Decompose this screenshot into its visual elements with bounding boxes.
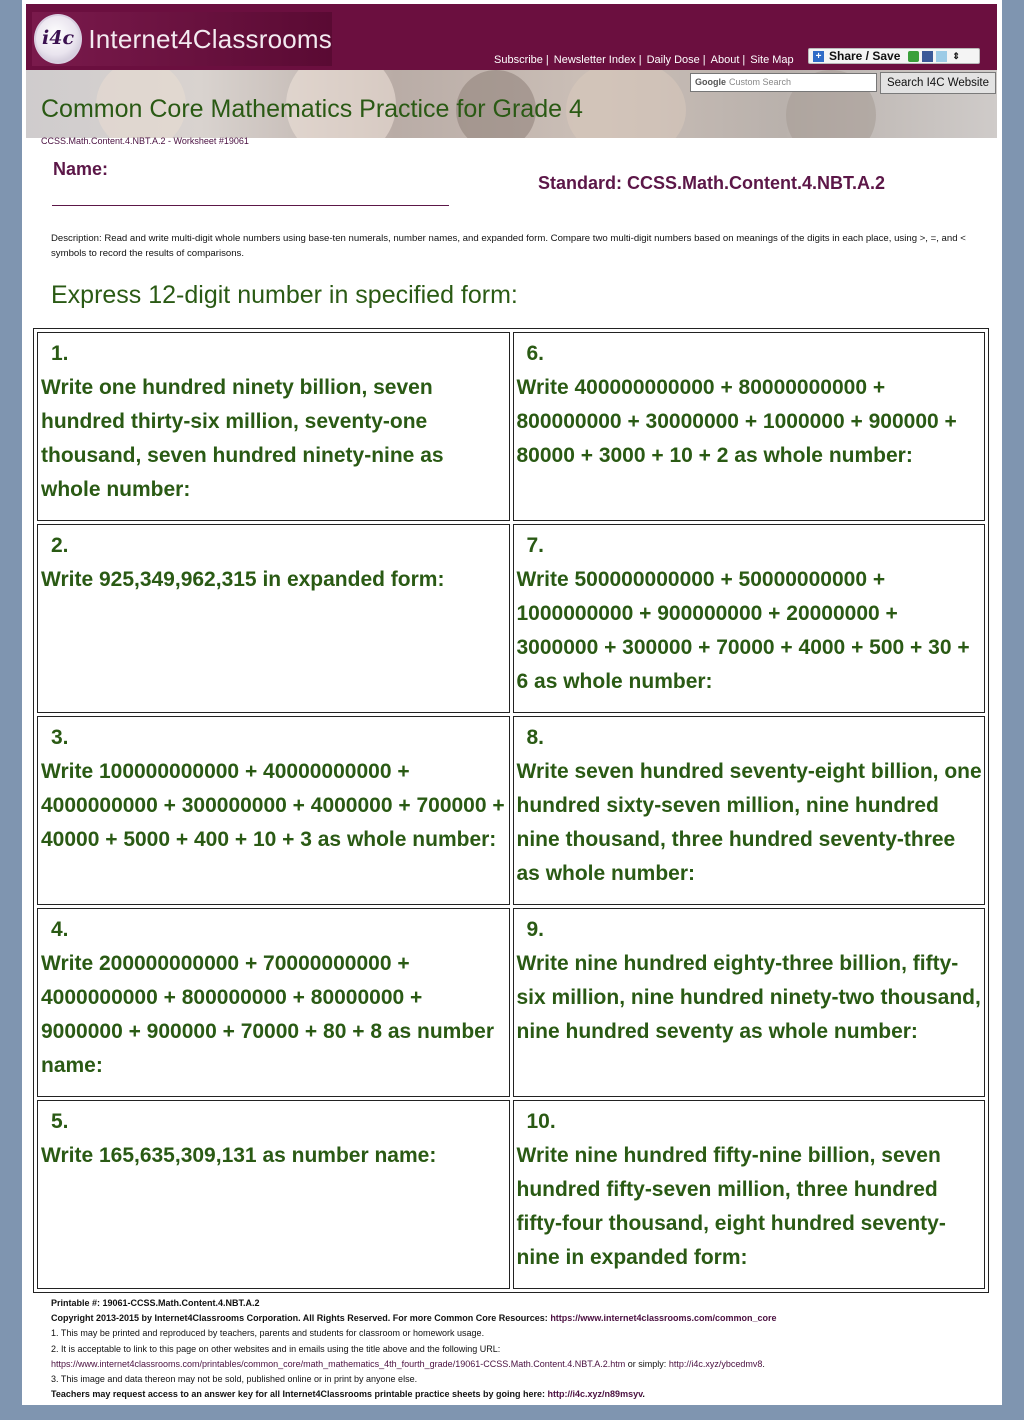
- site-header: [26, 4, 997, 70]
- printable-number: Printable #: 19061-CCSS.Math.Content.4.NBT.A.2: [51, 1298, 260, 1308]
- site-logo[interactable]: [32, 12, 332, 66]
- worksheet-url-link[interactable]: https://www.internet4classrooms.com/printables/common_core/math_mathematics_4th_fourth_grade/19061-CCSS.Math.Content.4.NBT.A.2.htm: [51, 1358, 626, 1369]
- plus-icon: +: [813, 51, 824, 62]
- problem-number: 6.: [526, 342, 545, 365]
- nav-subscribe-link[interactable]: Subscribe: [494, 54, 543, 66]
- problem-number: 1.: [51, 342, 69, 365]
- problem-number: 8.: [526, 726, 545, 749]
- problem-cell: [37, 332, 510, 521]
- problem-cell: [37, 524, 510, 713]
- chevron-updown-icon: ⇕: [952, 50, 960, 61]
- nav-separator: |: [702, 54, 706, 66]
- problem-text: Write nine hundred eighty-three billion, fifty-six million, nine hundred ninety-two thousand, nine hundred seventy as whole number:: [516, 952, 981, 1043]
- problem-text: Write 100000000000 + 40000000000 + 4000000000 + 300000000 + 4000000 + 700000 + 40000 + 5000 + 400 + 10 + 3 as whole number:: [41, 760, 505, 851]
- page-title: Common Core Mathematics Practice for Grade 4: [41, 95, 583, 123]
- problem-text: Write nine hundred fifty-nine billion, seven hundred fifty-seven million, three hundred fifty-four thousand, eight hundred seventy-nine in expanded form:: [516, 1144, 946, 1269]
- problem-cell: [513, 524, 986, 713]
- worksheet-reference: CCSS.Math.Content.4.NBT.A.2 - Worksheet #19061: [41, 136, 249, 146]
- problem-cell: [513, 332, 986, 521]
- short-url-link[interactable]: http://i4c.xyz/ybcedmv8: [668, 1358, 763, 1369]
- copyright-line: [51, 1311, 991, 1326]
- problem-number: 2.: [51, 534, 69, 557]
- problem-number: 3.: [51, 726, 69, 749]
- worksheet-instructions: Express 12-digit number in specified form:: [51, 281, 518, 309]
- problem-text: Write 500000000000 + 50000000000 + 1000000000 + 900000000 + 20000000 + 3000000 + 300000 + 70000 + 4000 + 500 + 30 + 6 as whole number:: [516, 568, 970, 693]
- problem-text: Write one hundred ninety billion, seven hundred thirty-six million, seventy-one thousand, seven hundred ninety-nine as whole number:: [41, 376, 444, 501]
- problem-number: 7.: [526, 534, 545, 557]
- usage-note-2-urls: https://www.internet4classrooms.com/printables/common_core/math_mathematics_4th_fourth_grade/19061-CCSS.Math.Content.4.NBT.A.2.htm or simply: http://i4c.xyz/ybcedmv8.: [51, 1358, 765, 1369]
- facebook-icon: [922, 51, 933, 62]
- problem-number: 4.: [51, 918, 69, 941]
- problem-text: Write 925,349,962,315 in expanded form:: [41, 568, 445, 591]
- page-footer: [51, 1296, 991, 1402]
- search-button[interactable]: Search I4C Website: [880, 72, 996, 94]
- nav-separator: |: [545, 54, 549, 66]
- problem-cell: [37, 908, 510, 1097]
- top-navigation: [494, 54, 794, 66]
- problem-number: 5.: [51, 1110, 69, 1133]
- problem-cell: [513, 908, 986, 1097]
- problem-text: Write seven hundred seventy-eight billion, one hundred sixty-seven million, nine hundred nine thousand, three hundred seventy-three as whole number:: [516, 760, 982, 885]
- problems-grid: [33, 328, 989, 1293]
- share-save-label: Share / Save: [829, 49, 901, 63]
- nav-separator: |: [742, 54, 746, 66]
- logo-badge-text: i4c: [42, 27, 75, 49]
- name-line: [52, 205, 449, 206]
- problem-text: Write 200000000000 + 70000000000 + 4000000000 + 800000000 + 80000000 + 9000000 + 900000 + 70000 + 80 + 8 as number name:: [41, 952, 495, 1077]
- logo-text: Internet4Classrooms: [88, 23, 332, 54]
- standard-label: Standard: CCSS.Math.Content.4.NBT.A.2: [538, 173, 886, 193]
- answer-key-text: Teachers may request access to an answer key for all Internet4Classrooms printable practice sheets by going here:: [51, 1389, 546, 1400]
- name-label: Name:: [53, 159, 109, 179]
- nav-about-link[interactable]: About: [710, 54, 740, 66]
- problem-cell: [37, 1100, 510, 1289]
- answer-key-line: Teachers may request access to an answer key for all Internet4Classrooms printable practice sheets by going here: http://i4c.xyz/n89msyv.: [51, 1389, 645, 1400]
- problem-text: Write 400000000000 + 80000000000 + 800000000 + 30000000 + 1000000 + 900000 + 80000 + 3000 + 10 + 2 as whole number:: [516, 376, 957, 467]
- problem-number: 9.: [526, 918, 545, 941]
- page-container: [22, 0, 1002, 1405]
- answer-key-link[interactable]: http://i4c.xyz/n89msyv: [547, 1389, 643, 1400]
- search-placeholder: Custom Search: [729, 77, 792, 87]
- problem-number: 10.: [526, 1110, 556, 1133]
- logo-badge-icon: [34, 14, 82, 64]
- copyright-text: Copyright 2013-2015 by Internet4Classrooms Corporation. All Rights Reserved. For more Common Core Resources:: [51, 1313, 548, 1324]
- twitter-icon: [936, 51, 947, 62]
- problem-cell: [513, 1100, 986, 1289]
- problem-cell: [37, 716, 510, 905]
- nav-daily-dose-link[interactable]: Daily Dose: [646, 54, 700, 66]
- problem-cell: [513, 716, 986, 905]
- usage-note-3: 3. This image and data thereon may not be sold, published online or in print by anyone else.: [51, 1374, 418, 1385]
- search-input[interactable]: [690, 73, 877, 92]
- usage-note-2: 2. It is acceptable to link to this page on other websites and in emails using the title above and the following URL:: [51, 1343, 501, 1354]
- share-save-button[interactable]: [808, 48, 980, 64]
- nav-site-map-link[interactable]: Site Map: [750, 54, 794, 66]
- worksheet-description: Description: Read and write multi-digit whole numbers using base-ten numerals, number names, and expanded form. Compare two multi-digit numbers based on meanings of the digits in each place, using >, =, and < symbols to record the results of comparisons.: [51, 233, 966, 259]
- email-share-icon: [908, 51, 919, 62]
- search-brand: Google: [695, 77, 726, 87]
- nav-separator: |: [638, 54, 642, 66]
- common-core-link[interactable]: https://www.internet4classrooms.com/common_core: [550, 1313, 777, 1324]
- problem-text: Write 165,635,309,131 as number name:: [41, 1144, 437, 1167]
- nav-newsletter-index-link[interactable]: Newsletter Index: [553, 54, 636, 66]
- usage-note-1: 1. This may be printed and reproduced by teachers, parents and students for classroom or homework usage.: [51, 1328, 485, 1339]
- or-simply-text: or simply:: [627, 1358, 667, 1369]
